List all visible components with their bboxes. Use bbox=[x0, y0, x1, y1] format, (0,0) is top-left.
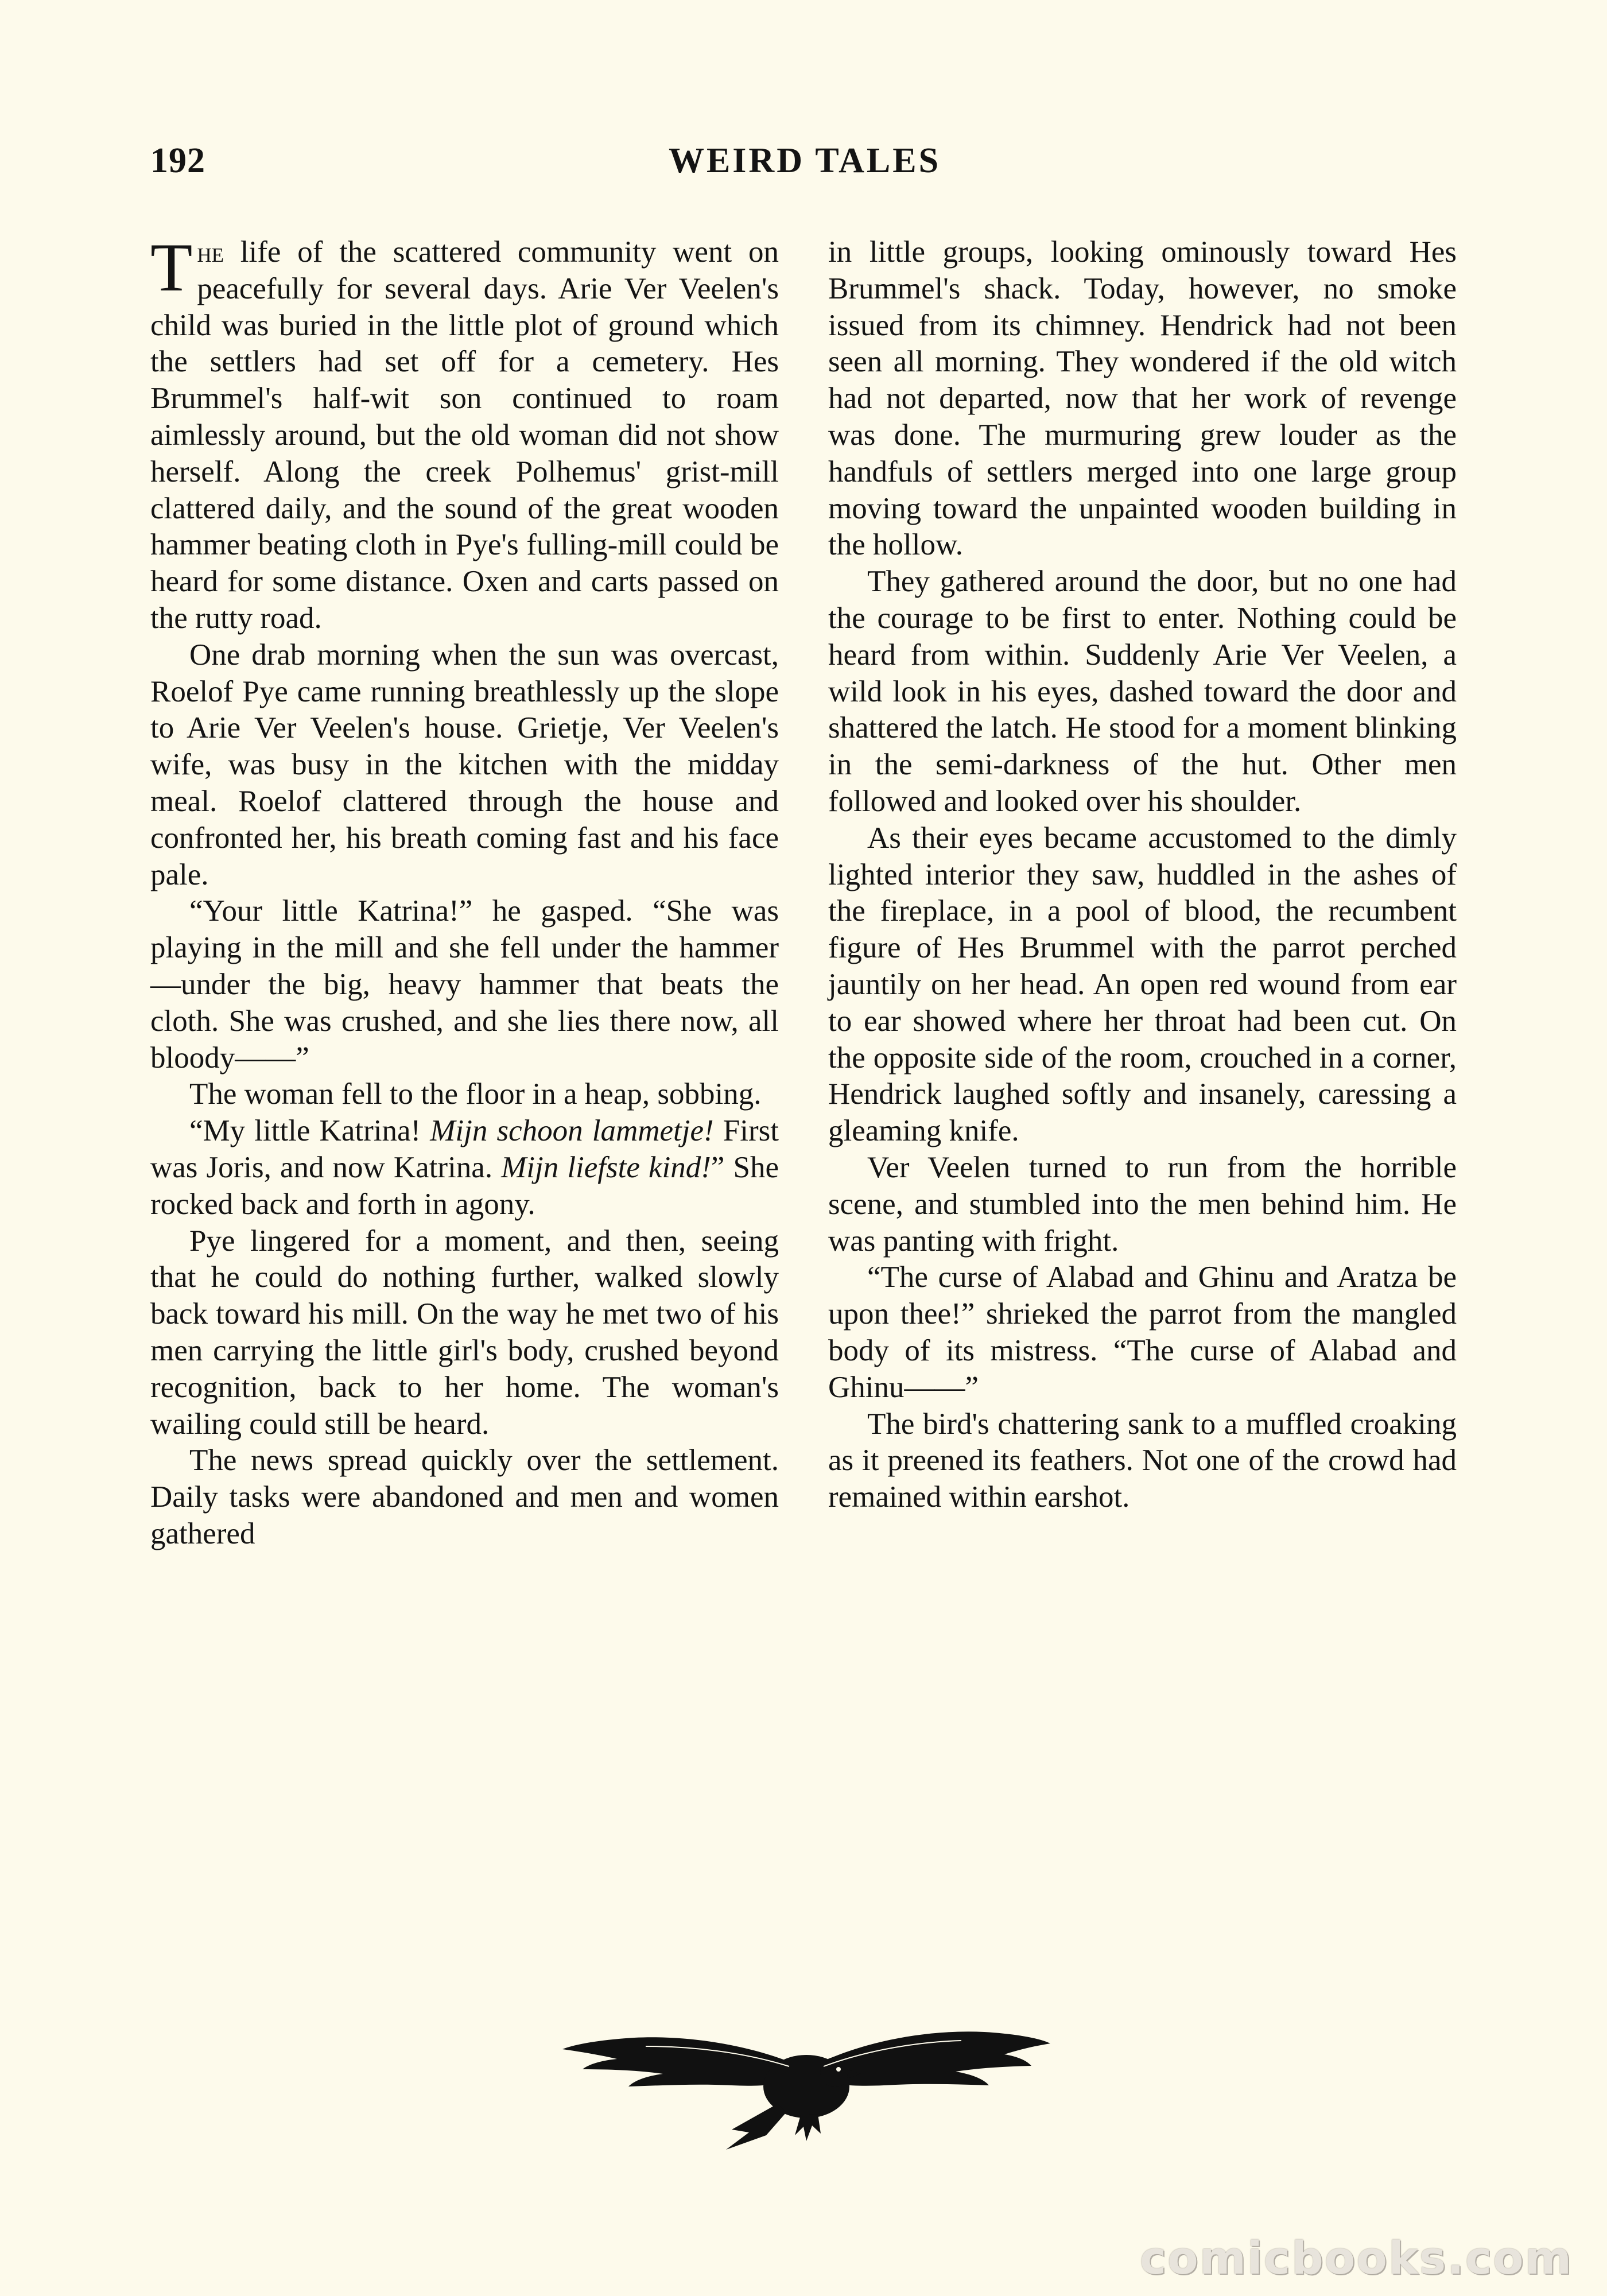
page-header bbox=[150, 141, 1459, 192]
paragraph-text: ” She rocked back and forth in agony. bbox=[150, 1150, 779, 1221]
paragraph: in little groups, looking ominously toward Hes Brummel's shack. Today, however, no smoke issued from its chimney. Hendrick had not been seen all morning. They wondered if the old witch had not departed, now that her work of revenge was done. The murmuring grew louder as the handfuls of settlers merged into one large group moving toward the unpainted wooden building in the hollow. bbox=[828, 235, 1457, 562]
left-column bbox=[150, 229, 779, 1553]
running-head: WEIRD TALES bbox=[668, 141, 941, 180]
page-number: 192 bbox=[150, 141, 205, 180]
paragraph bbox=[150, 229, 779, 637]
dutch-phrase: Mijn schoon lammetje! bbox=[430, 1114, 714, 1148]
dutch-phrase: Mijn liefste kind! bbox=[501, 1150, 711, 1184]
paragraph-text: life of the scattered community went on peacefully for several days. Arie Ver Veelen's child was buried in the little plot of ground which the settlers had set off for a cemetery. Hes Brummel's half-wit son continued to roam aimlessly around, but the old woman did not show herself. Along the creek Polhemus' grist-mill clattered daily, and the sound of the great wooden hammer beating cloth in Pye's fulling-mill could be heard for some distance. Oxen and carts passed on the rutty road. bbox=[150, 235, 779, 635]
paragraph: One drab morning when the sun was overcast, Roelof Pye came running breathlessly up the slope to Arie Ver Veelen's house. Grietje, Ver Veelen's wife, was busy in the kitchen with the midday meal. Roelof clattered through the house and confronted her, his breath coming fast and his face pale. bbox=[150, 638, 779, 891]
drop-cap: T bbox=[150, 229, 193, 305]
paragraph: Ver Veelen turned to run from the horrible scene, and stumbled into the men behind him. He was panting with fright. bbox=[828, 1150, 1457, 1258]
paragraph: The bird's chattering sank to a muffled croaking as it preened its feathers. Not one of the crowd had remained within earshot. bbox=[828, 1407, 1457, 1514]
small-caps-lead: he bbox=[197, 236, 224, 268]
eagle-ornament-icon bbox=[560, 2012, 1053, 2167]
paragraph: As their eyes became accustomed to the dimly lighted interior they saw, huddled in the ashes of the fireplace, in a pool of blood, the recumbent figure of Hes Brummel with the parrot perched jauntily on her head. An open red wound from ear to ear showed where her throat had been cut. On the opposite side of the room, crouched in a corner, Hendrick laughed softly and insanely, caressing a gleaming knife. bbox=[828, 821, 1457, 1148]
paragraph: The woman fell to the floor in a heap, sobbing. bbox=[189, 1077, 762, 1111]
paragraph-text: “My little Katrina! bbox=[189, 1114, 430, 1148]
paragraph: The news spread quickly over the settlement. Daily tasks were abandoned and men and women gathered bbox=[150, 1444, 779, 1550]
paragraph-text: First was Joris, and now Katrina. bbox=[150, 1114, 779, 1184]
right-column bbox=[828, 234, 1457, 1516]
paragraph: “The curse of Alabad and Ghinu and Aratza be upon thee!” shrieked the parrot from the mangled body of its mistress. “The curse of Alabad and Ghinu——” bbox=[828, 1261, 1457, 1404]
eagle-ornament-svg bbox=[560, 2012, 1053, 2167]
paragraph: Pye lingered for a moment, and then, seeing that he could do nothing further, walked slowly back toward his mill. On the way he met two of his men carrying the little girl's body, crushed beyond recognition, back to her home. The woman's wailing could still be heard. bbox=[150, 1224, 779, 1441]
paragraph: They gathered around the door, but no one had the courage to be first to enter. Nothing could be heard from within. Suddenly Arie Ver Veelen, a wild look in his eyes, dashed toward the door and shattered the latch. He stood for a moment blinking in the semi-darkness of the hut. Other men followed and looked over his shoulder. bbox=[828, 565, 1457, 818]
paragraph: “Your little Katrina!” he gasped. “She was playing in the mill and she fell under the hammer—under the big, heavy hammer that beats the cloth. She was crushed, and she lies there now, all bloody——” bbox=[150, 894, 779, 1075]
watermark: comicbooks.com bbox=[1139, 2233, 1573, 2285]
paragraph bbox=[150, 1113, 779, 1223]
